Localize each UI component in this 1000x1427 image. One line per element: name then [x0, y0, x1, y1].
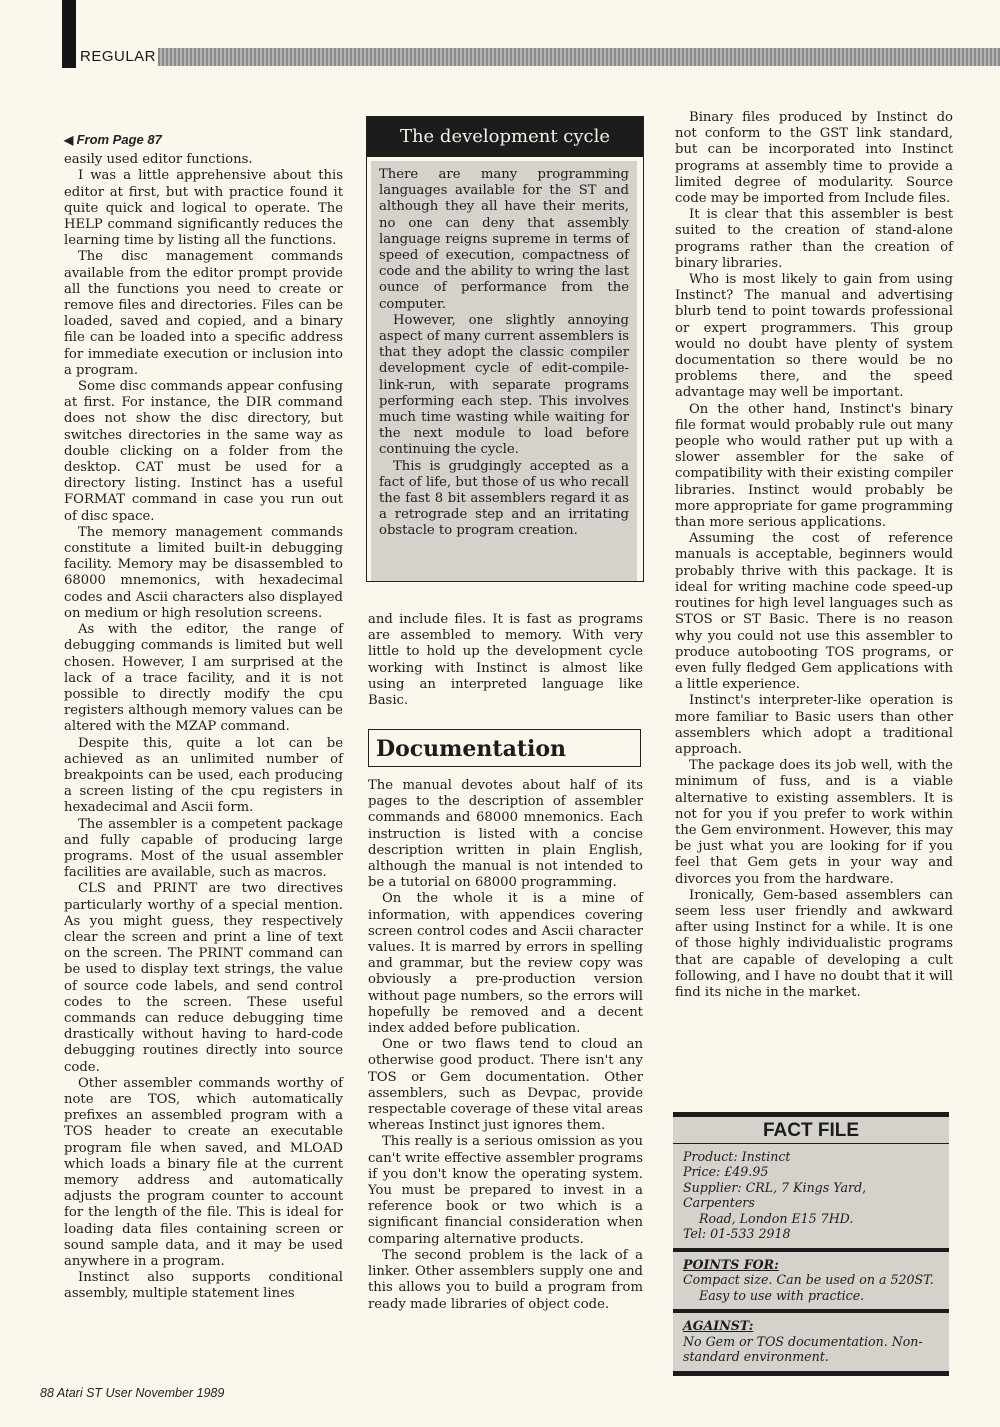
- body-paragraph: Some disc commands appear confusing at first. For instance, the DIR command does not show the disc directory, but switches directories in the same way as double clicking on a folder from the desktop. CAT must be used for a directory listing. Instinct has a useful FORMAT command in case you run out of disc space.: [64, 379, 343, 524]
- body-paragraph: The memory management commands constitute a limited built-in debugging facility. Memory may be disassembled to 68000 mnemonics, with hexadecimal codes and Ascii characters also displayed on medium or high resolution screens.: [64, 524, 343, 621]
- body-paragraph: Binary files produced by Instinct do not conform to the GST link standard, but can be incorporated into Instinct programs at assembly time to provide a limited degree of modularity. Source code may be imported from Include files.: [675, 110, 953, 207]
- body-paragraph: Instinct's interpreter-like operation is more familiar to Basic users than other assemblers which adopt a traditional approach.: [675, 693, 953, 757]
- body-paragraph: Assuming the cost of reference manuals is acceptable, beginners would probably thrive with this package. It is ideal for writing machine code speed-up routines for high level languages such as STOS or ST Basic. There is no reason why you could not use this assembler to produce autobooting TOS programs, or even fully fledged Gem applications with a little experience.: [675, 531, 953, 693]
- column-1: [64, 132, 343, 1303]
- body-paragraph: Instinct also supports conditional assembly, multiple statement lines: [64, 1270, 343, 1302]
- against-line: No Gem or TOS documentation. Non-: [683, 1333, 923, 1349]
- fact-file-title: FACT FILE: [673, 1117, 949, 1144]
- page-footer: 88 Atari ST User November 1989: [40, 1386, 225, 1400]
- body-paragraph: Who is most likely to gain from using Instinct? The manual and advertising blurb tend to point towards professional or expert programmers. This group would no doubt have plenty of system documentation so there would be no problems there, and the speed advantage may well be important.: [675, 272, 953, 401]
- body-paragraph: easily used editor functions.: [64, 152, 253, 168]
- fact-file-against: [673, 1309, 949, 1371]
- fact-file-points-for: [673, 1248, 949, 1310]
- sidebar-title: The development cycle: [367, 117, 643, 157]
- sidebar-body: [371, 161, 637, 581]
- body-paragraph: The second problem is the lack of a linker. Other assemblers supply one and this allows you to build a program from ready made libraries of object code.: [368, 1247, 643, 1312]
- sidebar-paragraph: There are many programming languages available for the ST and although they all have their merits, no one can deny that assembly language reigns supreme in terms of speed of execution, compactness of code and the ability to wring the last ounce of performance from the computer.: [379, 167, 629, 312]
- column-2-body: [368, 778, 643, 1313]
- fact-product: Product: Instinct: [683, 1148, 791, 1164]
- body-paragraph: The assembler is a competent package and fully capable of producing large programs. Most of the usual assembler facilities are available, such as macros.: [64, 816, 343, 881]
- fact-supplier-address: Road, London E15 7HD.: [699, 1210, 854, 1226]
- development-cycle-sidebar: [366, 116, 644, 582]
- points-for-line: Easy to use with practice.: [699, 1287, 865, 1303]
- fact-price: Price: £49.95: [683, 1164, 769, 1179]
- body-paragraph: Other assembler commands worthy of note are TOS, which automatically prefixes an assembled program with a TOS header to create an executable program file when saved, and MLOAD which loads a binary file at the current memory address and automatically adjusts the program counter to account for the length of the file. This is ideal for loading data files containing screen or sound sample data, and it may be used anywhere in a program.: [64, 1075, 343, 1270]
- body-paragraph: and include files. It is fast as programs are assembled to memory. With very little to hold up the development cycle working with Instinct is almost like using an interpreted language like Basic.: [368, 612, 643, 709]
- body-paragraph: Despite this, quite a lot can be achieved as an unlimited number of breakpoints can be used, each producing a screen listing of the cpu registers in hexadecimal and Ascii form.: [64, 735, 343, 816]
- body-paragraph: I was a little apprehensive about this editor at first, but with practice found it quite quick and logical to operate. The HELP command significantly reduces the learning time by listing all the functions.: [64, 168, 343, 249]
- body-paragraph: As with the editor, the range of debugging commands is limited but well chosen. However, I am surprised at the lack of a trace facility, and it is not possible to directly modify the cpu registers although memory values can be altered with the MZAP command.: [64, 622, 343, 735]
- body-paragraph: The manual devotes about half of its pages to the description of assembler commands and 68000 mnemonics. Each instruction is listed with a concise description written in plain English, although the manual is not intended to be a tutorial on 68000 programming.: [368, 778, 643, 891]
- body-paragraph: It is clear that this assembler is best suited to the creation of stand-alone programs rather than the creation of binary libraries.: [675, 207, 953, 271]
- fact-tel: Tel: 01-533 2918: [683, 1226, 791, 1241]
- against-label: AGAINST:: [683, 1318, 754, 1333]
- documentation-heading: [368, 729, 641, 767]
- body-paragraph: On the whole it is a mine of information, with appendices covering screen control codes and Ascii character values. It is marred by errors in spelling and grammar, but the review copy was obviously a pre-production version without page numbers, so the errors will hopefully be removed and a decent index added before publication.: [368, 891, 643, 1037]
- against-line: standard environment.: [683, 1349, 829, 1364]
- from-page-link[interactable]: [64, 132, 343, 148]
- body-paragraph: One or two flaws tend to cloud an otherwise good product. There isn't any TOS or Gem documentation. Other assemblers, such as Devpac, provide respectable coverage of these vital areas whereas Instinct just ignores them.: [368, 1037, 643, 1134]
- back-arrow-icon: ◀: [64, 133, 77, 147]
- fact-file-box: [673, 1112, 949, 1376]
- from-page-text: From Page 87: [76, 132, 162, 147]
- column-2-top: [368, 612, 643, 709]
- documentation-heading-text: Documentation: [376, 736, 567, 762]
- body-paragraph: This really is a serious omission as you can't write effective assembler programs if you don't know the operating system. You must be prepared to invest in a reference book or two which is a significant financial consideration when comparing alternative products.: [368, 1134, 643, 1247]
- points-for-label: POINTS FOR:: [683, 1256, 779, 1272]
- body-paragraph: CLS and PRINT are two directives particularly worthy of a special mention. As you might guess, they respectively clear the screen and print a line of text on the screen. The PRINT command can be used to display text strings, the value of source code labels, and send control codes to the screen. These useful commands can reduce debugging time drastically without having to hard-code debugging routines directly into source code.: [64, 881, 343, 1075]
- section-rule: [158, 48, 1000, 66]
- section-label: REGULAR: [80, 48, 157, 65]
- fact-file-details: [673, 1144, 949, 1248]
- column-3: [675, 110, 953, 1001]
- sidebar-paragraph: This is grudgingly accepted as a fact of life, but those of us who recall the fast 8 bit assemblers regard it as a retrograde step and an irritating obstacle to program creation.: [379, 458, 629, 539]
- body-paragraph: The package does its job well, with the minimum of fuss, and is a viable alternative to existing assemblers. It is not for you if you prefer to work within the Gem environment. However, this may be just what you are looking for if you feel that Gem gets in your way and divorces you from the hardware.: [675, 758, 953, 887]
- points-for-line: Compact size. Can be used on a 520ST.: [683, 1272, 934, 1287]
- body-paragraph: On the other hand, Instinct's binary file format would probably rule out many people who would rather put up with a slower assembler for the sake of compatibility with their existing compiler libraries. Instinct would probably be more appropriate for game programming than more serious applications.: [675, 401, 953, 531]
- header-bar: [62, 0, 76, 68]
- body-paragraph: The disc management commands available from the editor prompt provide all the functions you need to create or remove files and directories. Files can be loaded, saved and copied, and a binary file can be loaded into a specific address for immediate execution or inclusion into a program.: [64, 249, 343, 378]
- body-paragraph: Ironically, Gem-based assemblers can seem less user friendly and awkward after using Instinct for a while. It is one of those highly individualistic programs that are capable of developing a cult following, and I have no doubt that it will find its niche in the market.: [675, 887, 953, 1000]
- fact-supplier: Supplier: CRL, 7 Kings Yard, Carpenters: [683, 1179, 867, 1210]
- sidebar-paragraph: However, one slightly annoying aspect of many current assemblers is that they adopt the classic compiler development cycle of edit-compile-link-run, with separate programs performing each step. This involves much time wasting while waiting for the next module to load before continuing the cycle.: [379, 312, 629, 458]
